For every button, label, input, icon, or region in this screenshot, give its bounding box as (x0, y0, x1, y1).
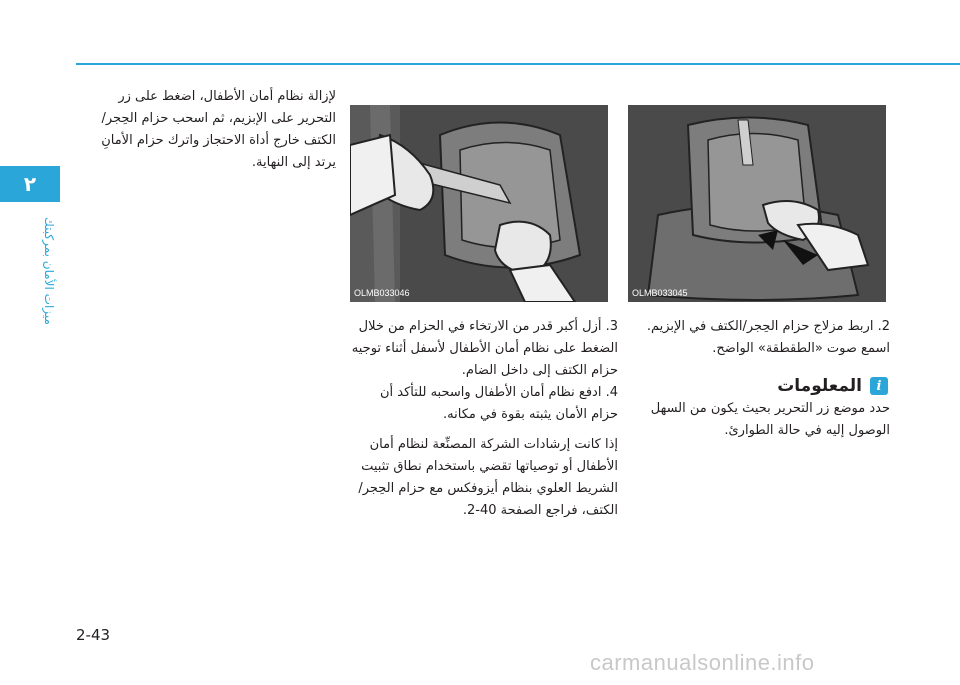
step-3-text: 3. أزل أكبر قدر من الارتخاء في الحزام من خلال الضغط على نظام أمان الأطفال لأسفل أثناء توجيه حزام الكتف إلى داخل الضام. (351, 319, 618, 378)
step-2-text: 2. اربط مزلاج حزام الحِجر/الكتف في الإبزيم. اسمع صوت «الطقطقة» الواضح. (646, 319, 890, 356)
information-title: المعلومات (777, 376, 862, 396)
info-icon: i (870, 377, 888, 395)
page-number: 2-43 (76, 626, 111, 644)
top-rule (76, 63, 960, 65)
figure-tighten-belt (350, 105, 608, 302)
child-seat-tighten-illustration (350, 105, 608, 302)
buckle-latch-illustration (628, 105, 886, 302)
removal-instructions: لإزالة نظام أمان الأطفال، اضغط على زر التحرير على الإبزيم، ثم اسحب حزام الحِجر/الكتف خارج أداة الاحتجاز واترك حزام الأمانِ يرتد إلى النهاية. (101, 89, 336, 170)
chapter-side-tab[interactable] (0, 166, 60, 202)
watermark: carmanualsonline.info (590, 650, 815, 675)
information-heading (760, 374, 888, 398)
information-text: حدد موضع زر التحرير بحيث يكون من السهل الوصول إليه في حالة الطوارئ. (650, 401, 890, 438)
chapter-number: ٢ (23, 172, 37, 196)
figure-code-left: OLMB033046 (354, 288, 410, 298)
tether-reference-text: إذا كانت إرشادات الشركة المصنِّعة لنظام أمان الأطفال أو توصياتها تقضي باستخدام نطاق تثبيت الشريط العلوي بنظام أيزوفكس مع حزام الحِجر/ الكتف، فراجع الصفحة 40-2. (358, 437, 618, 518)
chapter-side-title: ميزات الأمان بمركبتك (42, 217, 56, 325)
figure-code-right: OLMB033045 (632, 288, 688, 298)
figure-buckle-latch (628, 105, 886, 302)
step-4-text: 4. ادفع نظام أمان الأطفال واسحبه للتأكد أن حزام الأمان يثبته بقوة في مكانه. (380, 385, 618, 422)
